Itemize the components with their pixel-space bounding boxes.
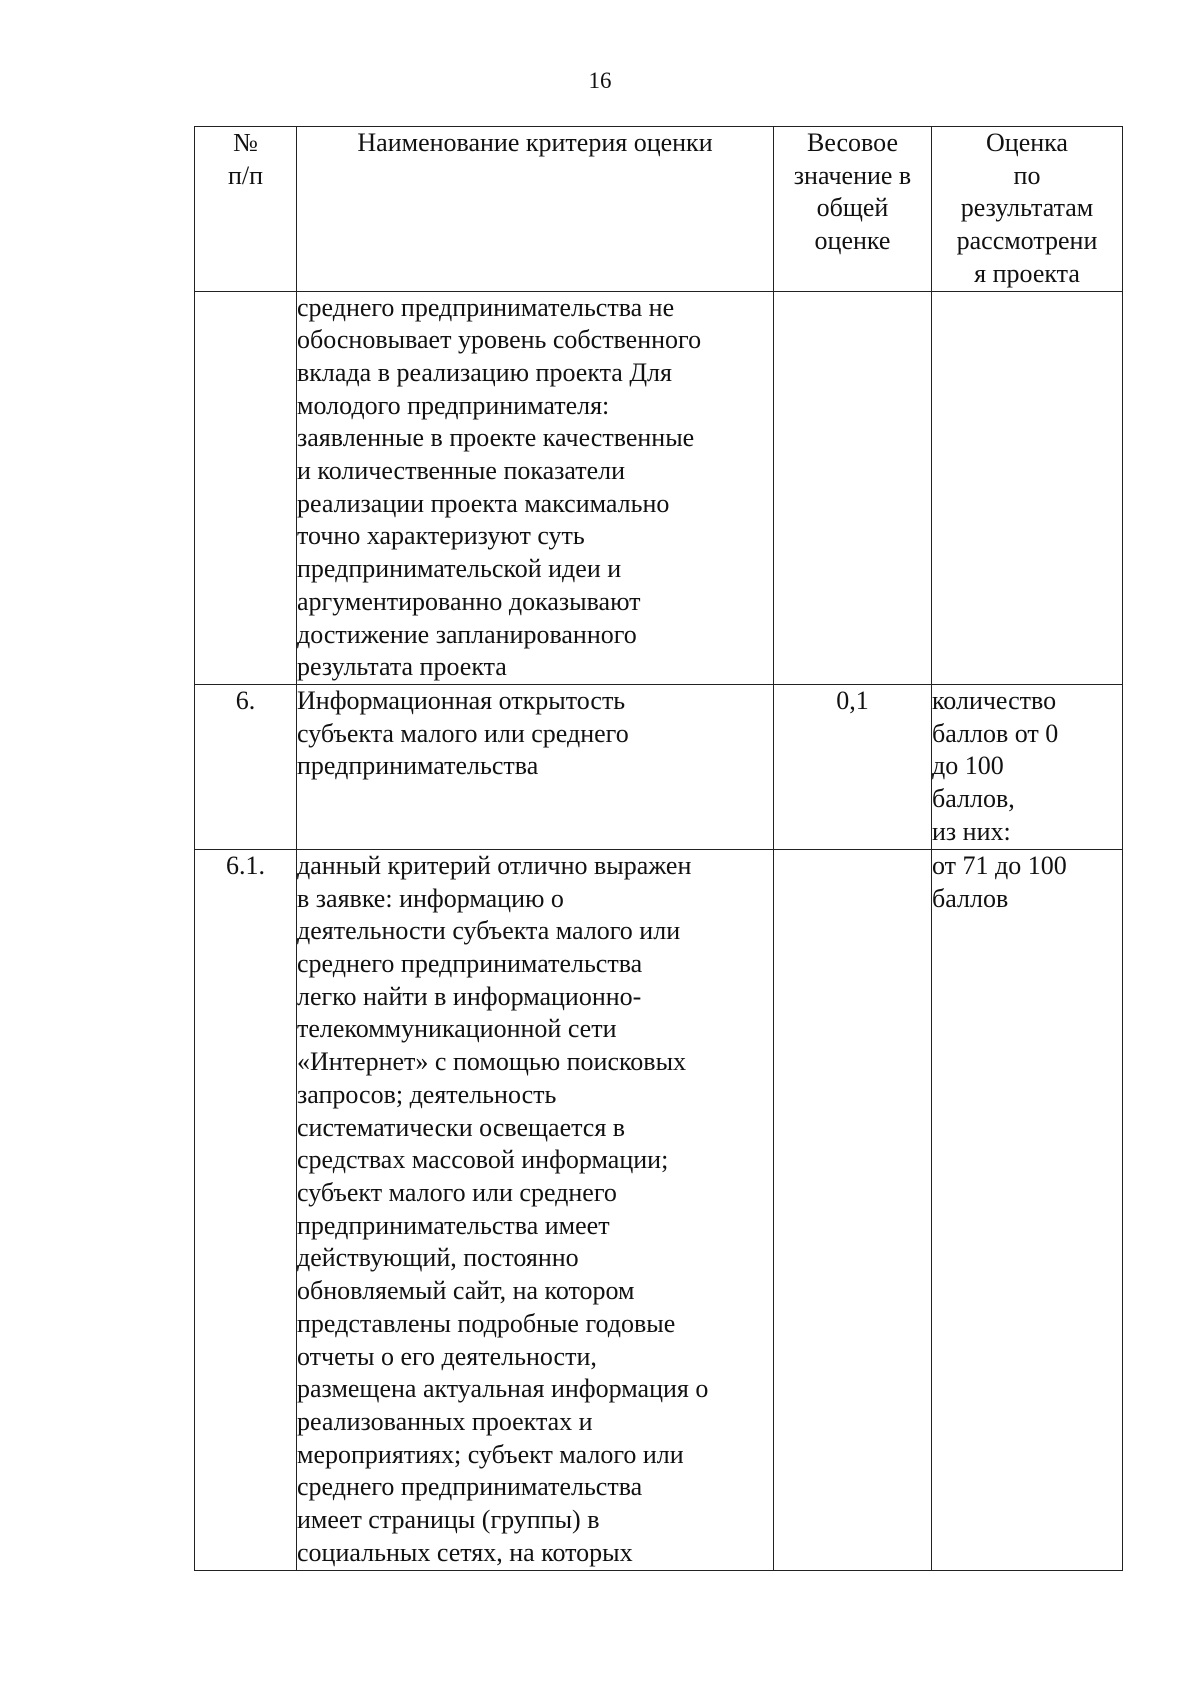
- header-weight: Весовое значение в общей оценке: [774, 127, 932, 292]
- row-criterion-name: данный критерий отлично выражен в заявке: информацию о деятельности субъекта малого или среднего предпринимательства легко найти в информационно- телекоммуникационной сети «Интернет» с помощью поисковых запросов; деятельность систематически освещается в средствах массовой информации; субъект малого или среднего предпринимательства имеет действующий, постоянно обновляемый сайт, на котором представлены подробные годовые отчеты о его деятельности, размещена актуальная информация о реализованных проектах и мероприятиях; субъект малого или среднего предпринимательства имеет страницы (группы) в социальных сетях, на которых: [297, 849, 774, 1570]
- row-number: [195, 291, 297, 684]
- row-score: [932, 291, 1123, 684]
- row-score: от 71 до 100 баллов: [932, 849, 1123, 1570]
- table-row: [195, 291, 1123, 684]
- row-score: количество баллов от 0 до 100 баллов, из них:: [932, 684, 1123, 849]
- row-weight: 0,1: [774, 684, 932, 849]
- header-criterion-name: Наименование критерия оценки: [297, 127, 774, 292]
- page-number: 16: [588, 68, 612, 93]
- header-number: № п/п: [195, 127, 297, 292]
- table-header-row: [195, 127, 1123, 292]
- row-weight: [774, 291, 932, 684]
- row-number: 6.1.: [195, 849, 297, 1570]
- table-row: [195, 849, 1123, 1570]
- row-criterion-name: Информационная открытость субъекта малого или среднего предпринимательства: [297, 684, 774, 849]
- table-row: [195, 684, 1123, 849]
- row-number: 6.: [195, 684, 297, 849]
- header-score: Оценка по результатам рассмотрени я проекта: [932, 127, 1123, 292]
- criteria-table: [194, 126, 1123, 1571]
- row-weight: [774, 849, 932, 1570]
- row-criterion-name: среднего предпринимательства не обосновывает уровень собственного вклада в реализацию проекта Для молодого предпринимателя: заявленные в проекте качественные и количественные показатели реализации проекта максимально точно характеризуют суть предпринимательской идеи и аргументированно доказывают достижение запланированного результата проекта: [297, 291, 774, 684]
